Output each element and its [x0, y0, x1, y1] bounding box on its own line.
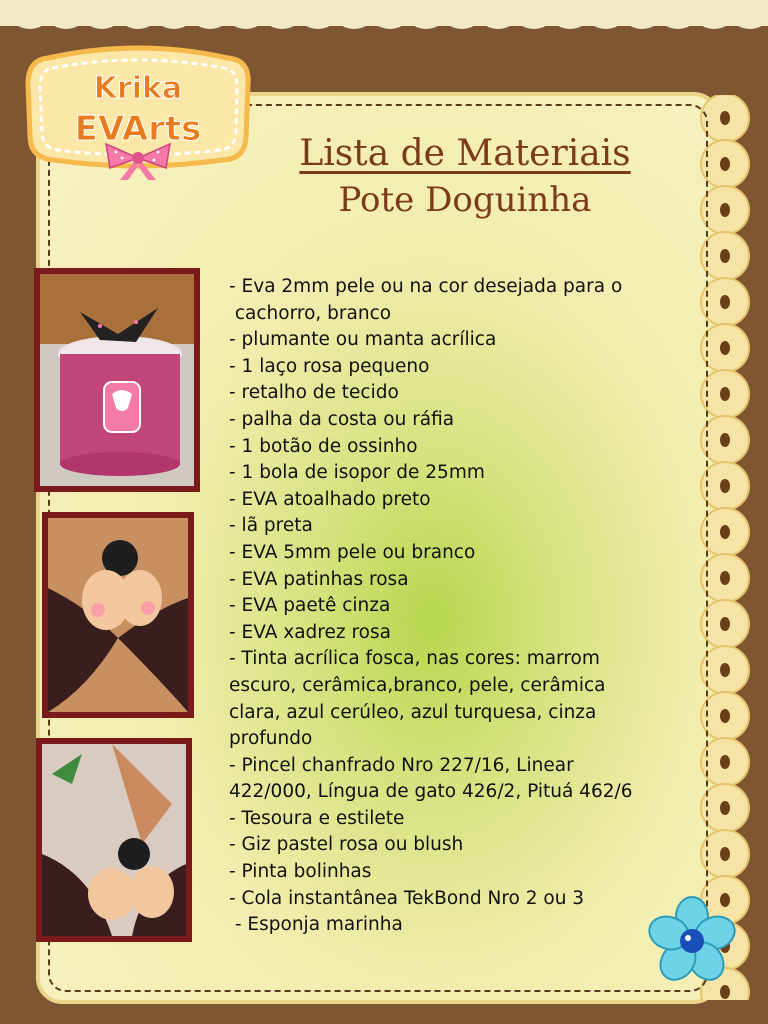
material-item: - EVA patinhas rosa — [229, 568, 409, 590]
title-block — [250, 132, 680, 224]
material-item: - 1 laço rosa pequeno — [229, 355, 430, 377]
page-subtitle: Pote Doguinha — [338, 180, 592, 220]
material-item: - plumante ou manta acrílica — [229, 329, 497, 351]
material-item: - Cola instantânea TekBond Nro 2 ou 3 — [229, 887, 585, 909]
material-item: - EVA xadrez rosa — [229, 621, 391, 643]
material-item: profundo — [229, 728, 313, 750]
material-item: - retalho de tecido — [229, 382, 399, 404]
material-item: - Pincel chanfrado Nro 227/16, Linear — [229, 754, 574, 776]
material-item: cachorro, branco — [229, 302, 392, 324]
material-item: - 1 botão de ossinho — [229, 435, 418, 457]
material-item: - EVA atoalhado preto — [229, 488, 431, 510]
material-item: - EVA paetê cinza — [229, 595, 391, 617]
material-item: - 1 bola de isopor de 25mm — [229, 462, 485, 484]
material-item: 422/000, Língua de gato 426/2, Pituá 462/6 — [229, 781, 633, 803]
material-item: - Eva 2mm pele ou na cor desejada para o — [229, 276, 623, 297]
material-item: - Pinta bolinhas — [229, 861, 372, 883]
photo-doguinha-side — [36, 738, 192, 942]
material-item: escuro, cerâmica,branco, pele, cerâmica — [229, 674, 606, 696]
material-item: - Tesoura e estilete — [229, 807, 405, 829]
materials-list — [229, 274, 699, 939]
photo-doguinha-front — [42, 512, 194, 718]
logo-line2: EVArts — [74, 109, 202, 149]
material-item: - lã preta — [229, 515, 313, 537]
material-item: - EVA 5mm pele ou branco — [229, 541, 476, 563]
material-item: clara, azul cerúleo, azul turquesa, cinza — [229, 701, 597, 723]
material-item: - Giz pastel rosa ou blush — [229, 834, 464, 856]
logo-line1: Krika — [93, 71, 183, 106]
krika-evarts-logo — [18, 40, 258, 180]
blue-flower-icon — [642, 896, 742, 986]
page-title: Lista de Materiais — [299, 133, 631, 174]
material-item: - palha da costa ou ráfia — [229, 408, 455, 430]
material-item: - Tinta acrílica fosca, nas cores: marrom — [229, 648, 600, 670]
photo-pote-jar — [34, 268, 200, 492]
top-border-band — [0, 0, 768, 26]
material-item: - Esponja marinha — [229, 914, 403, 936]
